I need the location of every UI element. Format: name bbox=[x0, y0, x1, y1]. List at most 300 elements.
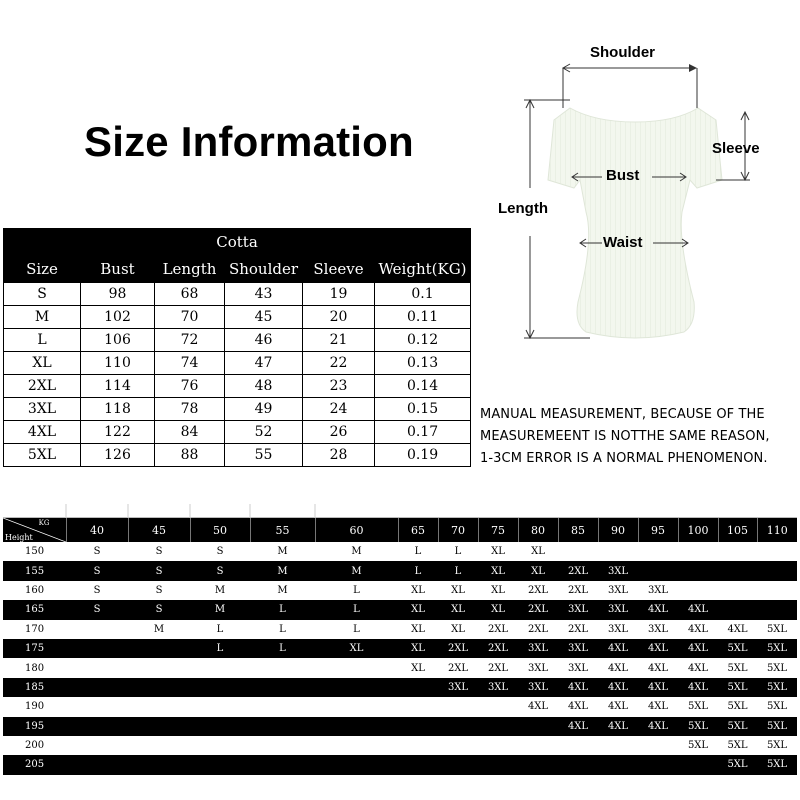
table-row bbox=[3, 717, 797, 736]
table-row bbox=[4, 398, 471, 421]
size-recommendation-cell: XL bbox=[518, 542, 558, 561]
size-recommendation-cell: 4XL bbox=[558, 678, 598, 697]
size-recommendation-cell bbox=[66, 717, 128, 736]
size-recommendation-cell bbox=[598, 755, 638, 774]
size-cell: 106 bbox=[81, 329, 155, 352]
size-recommendation-cell bbox=[190, 717, 250, 736]
size-recommendation-cell: XL bbox=[478, 600, 518, 619]
size-recommendation-cell: 5XL bbox=[757, 658, 797, 677]
size-cell: 46 bbox=[225, 329, 303, 352]
size-recommendation-cell: 5XL bbox=[757, 755, 797, 774]
size-recommendation-cell: XL bbox=[478, 581, 518, 600]
size-recommendation-cell: 5XL bbox=[678, 717, 718, 736]
size-recommendation-cell bbox=[478, 736, 518, 755]
size-recommendation-cell bbox=[678, 542, 718, 561]
weight-header-cell: 70 bbox=[438, 518, 478, 542]
size-recommendation-cell bbox=[678, 561, 718, 580]
size-recommendation-cell: S bbox=[128, 581, 190, 600]
size-recommendation-cell: 2XL bbox=[478, 658, 518, 677]
size-recommendation-cell: L bbox=[190, 620, 250, 639]
size-cell: 98 bbox=[81, 283, 155, 306]
size-recommendation-cell: XL bbox=[398, 581, 438, 600]
size-cell: 68 bbox=[155, 283, 225, 306]
size-recommendation-cell: 5XL bbox=[718, 717, 757, 736]
size-recommendation-cell: XL bbox=[478, 561, 518, 580]
size-recommendation-cell: 2XL bbox=[558, 581, 598, 600]
tshirt-shape bbox=[548, 108, 722, 338]
size-cell: 84 bbox=[155, 421, 225, 444]
size-recommendation-cell: L bbox=[250, 620, 315, 639]
size-recommendation-cell: 4XL bbox=[638, 697, 678, 716]
size-recommendation-cell bbox=[250, 658, 315, 677]
size-recommendation-cell bbox=[128, 736, 190, 755]
size-recommendation-cell: XL bbox=[398, 639, 438, 658]
size-recommendation-cell: 4XL bbox=[678, 600, 718, 619]
size-recommendation-cell: S bbox=[66, 542, 128, 561]
table-row bbox=[3, 620, 797, 639]
size-cell: 0.11 bbox=[375, 306, 471, 329]
size-recommendation-cell bbox=[128, 678, 190, 697]
hw-table-top-frame bbox=[3, 498, 797, 518]
size-cell: 0.15 bbox=[375, 398, 471, 421]
shoulder-label: Shoulder bbox=[590, 44, 656, 61]
weight-header-cell: 50 bbox=[190, 518, 250, 542]
weight-header-cell: 45 bbox=[128, 518, 190, 542]
height-cell: 200 bbox=[3, 736, 66, 755]
size-recommendation-cell: 5XL bbox=[678, 736, 718, 755]
size-recommendation-cell bbox=[678, 581, 718, 600]
size-recommendation-cell: 2XL bbox=[518, 600, 558, 619]
size-cell: 20 bbox=[303, 306, 375, 329]
size-recommendation-cell: 3XL bbox=[598, 620, 638, 639]
size-cell: L bbox=[4, 329, 81, 352]
table-row bbox=[4, 421, 471, 444]
size-recommendation-cell: L bbox=[315, 581, 398, 600]
size-cell: 26 bbox=[303, 421, 375, 444]
size-recommendation-cell: 2XL bbox=[518, 620, 558, 639]
size-recommendation-cell: 4XL bbox=[638, 678, 678, 697]
size-recommendation-cell bbox=[718, 561, 757, 580]
size-recommendation-cell: L bbox=[315, 600, 398, 619]
size-recommendation-cell bbox=[438, 755, 478, 774]
size-recommendation-cell bbox=[558, 736, 598, 755]
size-recommendation-cell: M bbox=[315, 561, 398, 580]
size-recommendation-cell bbox=[250, 678, 315, 697]
size-cell: 0.1 bbox=[375, 283, 471, 306]
table-row bbox=[4, 375, 471, 398]
size-recommendation-cell: 2XL bbox=[438, 639, 478, 658]
size-cell: S bbox=[4, 283, 81, 306]
size-recommendation-cell bbox=[398, 697, 438, 716]
size-recommendation-cell: 2XL bbox=[478, 620, 518, 639]
size-recommendation-cell bbox=[718, 542, 757, 561]
size-recommendation-cell: L bbox=[398, 561, 438, 580]
size-recommendation-cell: 4XL bbox=[678, 658, 718, 677]
corner-height-label: Height bbox=[5, 533, 33, 542]
size-recommendation-cell: 5XL bbox=[757, 620, 797, 639]
size-cell: 126 bbox=[81, 444, 155, 467]
size-recommendation-cell: 4XL bbox=[598, 717, 638, 736]
size-recommendation-cell bbox=[558, 542, 598, 561]
size-recommendation-cell: 4XL bbox=[638, 639, 678, 658]
size-recommendation-cell: 4XL bbox=[558, 717, 598, 736]
size-recommendation-cell: XL bbox=[478, 542, 518, 561]
size-recommendation-cell: 5XL bbox=[718, 678, 757, 697]
size-header-cell: Weight(KG) bbox=[375, 256, 471, 283]
size-recommendation-cell bbox=[398, 755, 438, 774]
size-recommendation-cell: 4XL bbox=[678, 678, 718, 697]
table-row bbox=[3, 697, 797, 716]
size-cell: 5XL bbox=[4, 444, 81, 467]
size-recommendation-cell: 5XL bbox=[757, 736, 797, 755]
size-recommendation-cell bbox=[66, 755, 128, 774]
height-cell: 180 bbox=[3, 658, 66, 677]
size-recommendation-cell bbox=[128, 639, 190, 658]
height-cell: 150 bbox=[3, 542, 66, 561]
height-weight-table bbox=[3, 518, 797, 775]
size-recommendation-cell bbox=[128, 658, 190, 677]
size-recommendation-cell: 5XL bbox=[718, 697, 757, 716]
size-recommendation-cell: 3XL bbox=[598, 581, 638, 600]
hw-table-header bbox=[3, 518, 797, 542]
bust-label: Bust bbox=[606, 167, 640, 184]
size-recommendation-cell bbox=[66, 639, 128, 658]
size-header-cell: Length bbox=[155, 256, 225, 283]
size-recommendation-cell: 4XL bbox=[638, 658, 678, 677]
size-recommendation-cell: S bbox=[128, 561, 190, 580]
corner-kg-label: KG bbox=[38, 519, 50, 527]
size-recommendation-cell bbox=[757, 600, 797, 619]
size-recommendation-cell bbox=[315, 658, 398, 677]
table-row bbox=[4, 352, 471, 375]
table-row bbox=[3, 542, 797, 561]
size-recommendation-cell: XL bbox=[398, 658, 438, 677]
size-cell: 21 bbox=[303, 329, 375, 352]
table-row bbox=[3, 600, 797, 619]
size-cell: 72 bbox=[155, 329, 225, 352]
weight-header-cell: 60 bbox=[315, 518, 398, 542]
size-recommendation-cell: 5XL bbox=[757, 678, 797, 697]
size-recommendation-cell: S bbox=[66, 581, 128, 600]
size-cell: 76 bbox=[155, 375, 225, 398]
weight-header-cell: 65 bbox=[398, 518, 438, 542]
table-row bbox=[4, 306, 471, 329]
size-recommendation-cell: M bbox=[190, 600, 250, 619]
size-table-caption: Cotta bbox=[4, 229, 471, 256]
size-cell: 47 bbox=[225, 352, 303, 375]
size-recommendation-cell bbox=[250, 755, 315, 774]
table-row bbox=[3, 658, 797, 677]
size-cell: 19 bbox=[303, 283, 375, 306]
size-recommendation-cell: 3XL bbox=[558, 639, 598, 658]
size-recommendation-cell: L bbox=[438, 561, 478, 580]
size-header-cell: Sleeve bbox=[303, 256, 375, 283]
size-recommendation-cell: 4XL bbox=[598, 678, 638, 697]
size-cell: 74 bbox=[155, 352, 225, 375]
size-recommendation-cell bbox=[190, 678, 250, 697]
size-cell: XL bbox=[4, 352, 81, 375]
size-recommendation-cell bbox=[678, 755, 718, 774]
size-cell: M bbox=[4, 306, 81, 329]
size-table-header bbox=[4, 256, 471, 283]
size-recommendation-cell bbox=[128, 717, 190, 736]
size-recommendation-cell: L bbox=[190, 639, 250, 658]
size-recommendation-cell: 3XL bbox=[478, 678, 518, 697]
weight-header-cell: 95 bbox=[638, 518, 678, 542]
size-recommendation-cell bbox=[757, 542, 797, 561]
size-recommendation-cell bbox=[315, 697, 398, 716]
size-recommendation-cell bbox=[315, 736, 398, 755]
size-recommendation-cell: M bbox=[128, 620, 190, 639]
size-recommendation-cell: M bbox=[250, 542, 315, 561]
size-cell: 102 bbox=[81, 306, 155, 329]
size-recommendation-cell bbox=[598, 736, 638, 755]
size-recommendation-cell: 5XL bbox=[718, 736, 757, 755]
size-recommendation-cell bbox=[638, 755, 678, 774]
size-cell: 55 bbox=[225, 444, 303, 467]
size-recommendation-cell: 3XL bbox=[518, 658, 558, 677]
height-cell: 165 bbox=[3, 600, 66, 619]
size-recommendation-cell bbox=[398, 717, 438, 736]
table-row bbox=[3, 581, 797, 600]
size-recommendation-cell: M bbox=[315, 542, 398, 561]
size-recommendation-cell: XL bbox=[438, 581, 478, 600]
size-recommendation-cell: 5XL bbox=[678, 697, 718, 716]
size-recommendation-cell: 2XL bbox=[558, 620, 598, 639]
size-recommendation-cell: 4XL bbox=[678, 620, 718, 639]
size-recommendation-cell bbox=[478, 755, 518, 774]
size-recommendation-cell: M bbox=[190, 581, 250, 600]
size-recommendation-cell: L bbox=[438, 542, 478, 561]
size-recommendation-cell: L bbox=[315, 620, 398, 639]
size-recommendation-cell: 3XL bbox=[598, 600, 638, 619]
size-recommendation-cell bbox=[478, 697, 518, 716]
weight-header-cell: 40 bbox=[66, 518, 128, 542]
size-cell: 28 bbox=[303, 444, 375, 467]
table-row bbox=[3, 736, 797, 755]
size-recommendation-cell bbox=[638, 542, 678, 561]
size-recommendation-cell bbox=[128, 755, 190, 774]
size-recommendation-cell bbox=[398, 678, 438, 697]
measurement-note bbox=[480, 404, 798, 470]
size-recommendation-cell: 3XL bbox=[518, 678, 558, 697]
size-recommendation-cell bbox=[250, 736, 315, 755]
hw-corner-cell bbox=[3, 518, 66, 542]
size-recommendation-cell bbox=[190, 755, 250, 774]
weight-header-cell: 90 bbox=[598, 518, 638, 542]
size-recommendation-cell bbox=[518, 717, 558, 736]
size-recommendation-cell bbox=[757, 581, 797, 600]
size-recommendation-cell bbox=[518, 736, 558, 755]
size-header-cell: Bust bbox=[81, 256, 155, 283]
size-recommendation-cell: S bbox=[190, 561, 250, 580]
size-cell: 43 bbox=[225, 283, 303, 306]
size-recommendation-cell bbox=[66, 678, 128, 697]
size-table bbox=[3, 228, 471, 467]
table-row bbox=[3, 755, 797, 774]
size-header-cell: Shoulder bbox=[225, 256, 303, 283]
size-recommendation-cell bbox=[518, 755, 558, 774]
size-recommendation-cell bbox=[315, 678, 398, 697]
note-line-2: MEASUREMEENT IS NOTTHE SAME REASON, bbox=[480, 429, 770, 444]
size-recommendation-cell bbox=[66, 736, 128, 755]
note-line-1: MANUAL MEASUREMENT, BECAUSE OF THE bbox=[480, 407, 765, 422]
size-recommendation-cell: 2XL bbox=[518, 581, 558, 600]
size-cell: 0.13 bbox=[375, 352, 471, 375]
size-recommendation-cell: 5XL bbox=[757, 717, 797, 736]
weight-header-cell: 55 bbox=[250, 518, 315, 542]
size-cell: 88 bbox=[155, 444, 225, 467]
size-recommendation-cell: S bbox=[128, 600, 190, 619]
size-recommendation-cell: 4XL bbox=[638, 600, 678, 619]
size-recommendation-cell: L bbox=[250, 600, 315, 619]
height-cell: 185 bbox=[3, 678, 66, 697]
size-recommendation-cell: 3XL bbox=[518, 639, 558, 658]
size-recommendation-cell: XL bbox=[398, 620, 438, 639]
height-cell: 170 bbox=[3, 620, 66, 639]
size-recommendation-cell: M bbox=[250, 561, 315, 580]
height-cell: 175 bbox=[3, 639, 66, 658]
size-cell: 23 bbox=[303, 375, 375, 398]
size-cell: 110 bbox=[81, 352, 155, 375]
weight-header-cell: 80 bbox=[518, 518, 558, 542]
height-cell: 160 bbox=[3, 581, 66, 600]
height-cell: 205 bbox=[3, 755, 66, 774]
size-recommendation-cell: 4XL bbox=[598, 697, 638, 716]
size-recommendation-cell bbox=[438, 717, 478, 736]
sleeve-label: Sleeve bbox=[712, 140, 760, 157]
size-cell: 78 bbox=[155, 398, 225, 421]
size-recommendation-cell: 2XL bbox=[478, 639, 518, 658]
length-label: Length bbox=[498, 200, 548, 217]
size-cell: 45 bbox=[225, 306, 303, 329]
size-cell: 0.19 bbox=[375, 444, 471, 467]
height-cell: 195 bbox=[3, 717, 66, 736]
table-row bbox=[3, 678, 797, 697]
size-recommendation-cell: 4XL bbox=[598, 658, 638, 677]
size-recommendation-cell: 4XL bbox=[558, 697, 598, 716]
size-recommendation-cell: 2XL bbox=[438, 658, 478, 677]
weight-header-cell: 75 bbox=[478, 518, 518, 542]
weight-header-cell: 100 bbox=[678, 518, 718, 542]
size-cell: 49 bbox=[225, 398, 303, 421]
size-recommendation-cell bbox=[398, 736, 438, 755]
note-line-3: 1-3CM ERROR IS A NORMAL PHENOMENON. bbox=[480, 451, 768, 466]
size-recommendation-cell bbox=[250, 697, 315, 716]
size-recommendation-cell: 4XL bbox=[718, 620, 757, 639]
size-cell: 24 bbox=[303, 398, 375, 421]
size-recommendation-cell bbox=[718, 581, 757, 600]
size-recommendation-cell: XL bbox=[315, 639, 398, 658]
size-recommendation-cell: S bbox=[66, 600, 128, 619]
size-cell: 122 bbox=[81, 421, 155, 444]
table-row bbox=[4, 329, 471, 352]
weight-header-cell: 110 bbox=[757, 518, 797, 542]
size-cell: 0.14 bbox=[375, 375, 471, 398]
size-cell: 3XL bbox=[4, 398, 81, 421]
size-recommendation-cell bbox=[66, 620, 128, 639]
waist-label: Waist bbox=[603, 234, 643, 251]
table-row bbox=[3, 561, 797, 580]
size-cell: 114 bbox=[81, 375, 155, 398]
size-recommendation-cell bbox=[478, 717, 518, 736]
size-cell: 48 bbox=[225, 375, 303, 398]
weight-header-cell: 105 bbox=[718, 518, 757, 542]
height-cell: 190 bbox=[3, 697, 66, 716]
size-cell: 70 bbox=[155, 306, 225, 329]
size-recommendation-cell bbox=[438, 697, 478, 716]
size-recommendation-cell bbox=[638, 736, 678, 755]
size-cell: 0.12 bbox=[375, 329, 471, 352]
size-recommendation-cell: 5XL bbox=[757, 697, 797, 716]
size-recommendation-cell: 2XL bbox=[558, 561, 598, 580]
garment-diagram bbox=[490, 40, 800, 360]
size-cell: 118 bbox=[81, 398, 155, 421]
size-recommendation-cell: 4XL bbox=[598, 639, 638, 658]
table-row bbox=[4, 444, 471, 467]
size-recommendation-cell: S bbox=[66, 561, 128, 580]
size-recommendation-cell bbox=[250, 717, 315, 736]
size-recommendation-cell: XL bbox=[438, 600, 478, 619]
size-recommendation-cell: 3XL bbox=[638, 620, 678, 639]
size-recommendation-cell bbox=[190, 658, 250, 677]
size-recommendation-cell: 5XL bbox=[718, 658, 757, 677]
size-recommendation-cell: XL bbox=[518, 561, 558, 580]
size-recommendation-cell: 3XL bbox=[638, 581, 678, 600]
size-recommendation-cell bbox=[66, 697, 128, 716]
table-row bbox=[3, 639, 797, 658]
size-recommendation-cell: 4XL bbox=[678, 639, 718, 658]
size-recommendation-cell bbox=[638, 561, 678, 580]
size-recommendation-cell bbox=[598, 542, 638, 561]
size-recommendation-cell: XL bbox=[438, 620, 478, 639]
size-cell: 0.17 bbox=[375, 421, 471, 444]
size-recommendation-cell: L bbox=[398, 542, 438, 561]
size-recommendation-cell bbox=[558, 755, 598, 774]
size-cell: 2XL bbox=[4, 375, 81, 398]
size-recommendation-cell bbox=[315, 717, 398, 736]
size-cell: 4XL bbox=[4, 421, 81, 444]
size-recommendation-cell bbox=[757, 561, 797, 580]
size-recommendation-cell: S bbox=[128, 542, 190, 561]
size-recommendation-cell: 5XL bbox=[757, 639, 797, 658]
weight-header-cell: 85 bbox=[558, 518, 598, 542]
size-recommendation-cell: 3XL bbox=[598, 561, 638, 580]
size-recommendation-cell bbox=[190, 697, 250, 716]
size-recommendation-cell: M bbox=[250, 581, 315, 600]
size-recommendation-cell: 5XL bbox=[718, 755, 757, 774]
size-recommendation-cell: L bbox=[250, 639, 315, 658]
size-recommendation-cell: 3XL bbox=[558, 658, 598, 677]
size-recommendation-cell bbox=[190, 736, 250, 755]
size-recommendation-cell bbox=[438, 736, 478, 755]
size-recommendation-cell bbox=[718, 600, 757, 619]
size-recommendation-cell: 4XL bbox=[518, 697, 558, 716]
page-title: Size Information bbox=[84, 118, 414, 165]
size-cell: 22 bbox=[303, 352, 375, 375]
size-recommendation-cell: XL bbox=[398, 600, 438, 619]
size-header-cell: Size bbox=[4, 256, 81, 283]
size-recommendation-cell: 4XL bbox=[638, 717, 678, 736]
size-recommendation-cell: 3XL bbox=[438, 678, 478, 697]
size-recommendation-cell bbox=[315, 755, 398, 774]
size-recommendation-cell bbox=[128, 697, 190, 716]
size-recommendation-cell: 5XL bbox=[718, 639, 757, 658]
size-recommendation-cell: S bbox=[190, 542, 250, 561]
size-cell: 52 bbox=[225, 421, 303, 444]
size-recommendation-cell bbox=[66, 658, 128, 677]
table-row bbox=[4, 283, 471, 306]
